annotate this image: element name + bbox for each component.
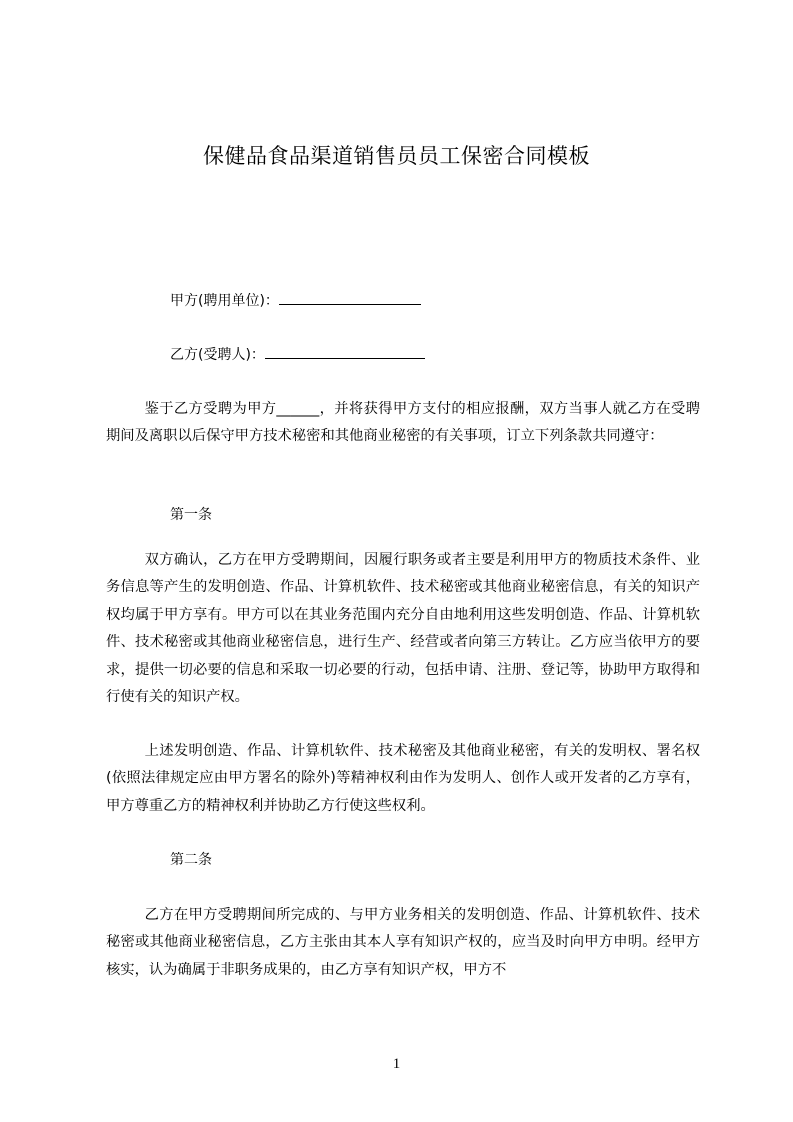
page-title: 保健品食品渠道销售员员工保密合同模板	[203, 144, 590, 168]
article-1-paragraph-2: 上述发明创造、作品、计算机软件、技术秘密及其他商业秘密，有关的发明权、署名权(依照法律规定应由甲方署名的除外)等精神权利由作为发明人、创作人或开发者的乙方享有，甲方尊重乙方的精神权利并协助乙方行使这些权利。	[106, 743, 700, 814]
page-number: 1	[392, 1056, 401, 1072]
article-2-heading: 第二条	[170, 852, 212, 868]
party-b-blank	[265, 344, 425, 359]
party-a-label: 甲方(聘用单位)：	[170, 293, 279, 309]
party-b-field	[170, 344, 425, 365]
party-a-blank	[279, 290, 421, 305]
article-2-paragraph-1: 乙方在甲方受聘期间所完成的、与甲方业务相关的发明创造、作品、计算机软件、技术秘密或其他商业秘密信息，乙方主张由其本人享有知识产权的，应当及时向甲方申明。经甲方核实，认为确属于非职务成果的，由乙方享有知识产权，甲方不	[106, 907, 700, 978]
article-1-heading: 第一条	[170, 507, 212, 523]
party-a-field	[170, 290, 421, 311]
article-1-paragraph-1: 双方确认，乙方在甲方受聘期间，因履行职务或者主要是利用甲方的物质技术条件、业务信息等产生的发明创造、作品、计算机软件、技术秘密或其他商业秘密信息，有关的知识产权均属于甲方享有。甲方可以在其业务范围内充分自由地利用这些发明创造、作品、计算机软件、技术秘密或其他商业秘密信息，进行生产、经营或者向第三方转让。乙方应当依甲方的要求，提供一切必要的信息和采取一切必要的行动，包括申请、注册、登记等，协助甲方取得和行使有关的知识产权。	[106, 552, 700, 706]
party-b-label: 乙方(受聘人)：	[170, 347, 265, 363]
intro-paragraph: 鉴于乙方受聘为甲方______，并将获得甲方支付的相应报酬，双方当事人就乙方在受聘期间及离职以后保守甲方技术秘密和其他商业秘密的有关事项，订立下列条款共同遵守：	[106, 401, 700, 445]
